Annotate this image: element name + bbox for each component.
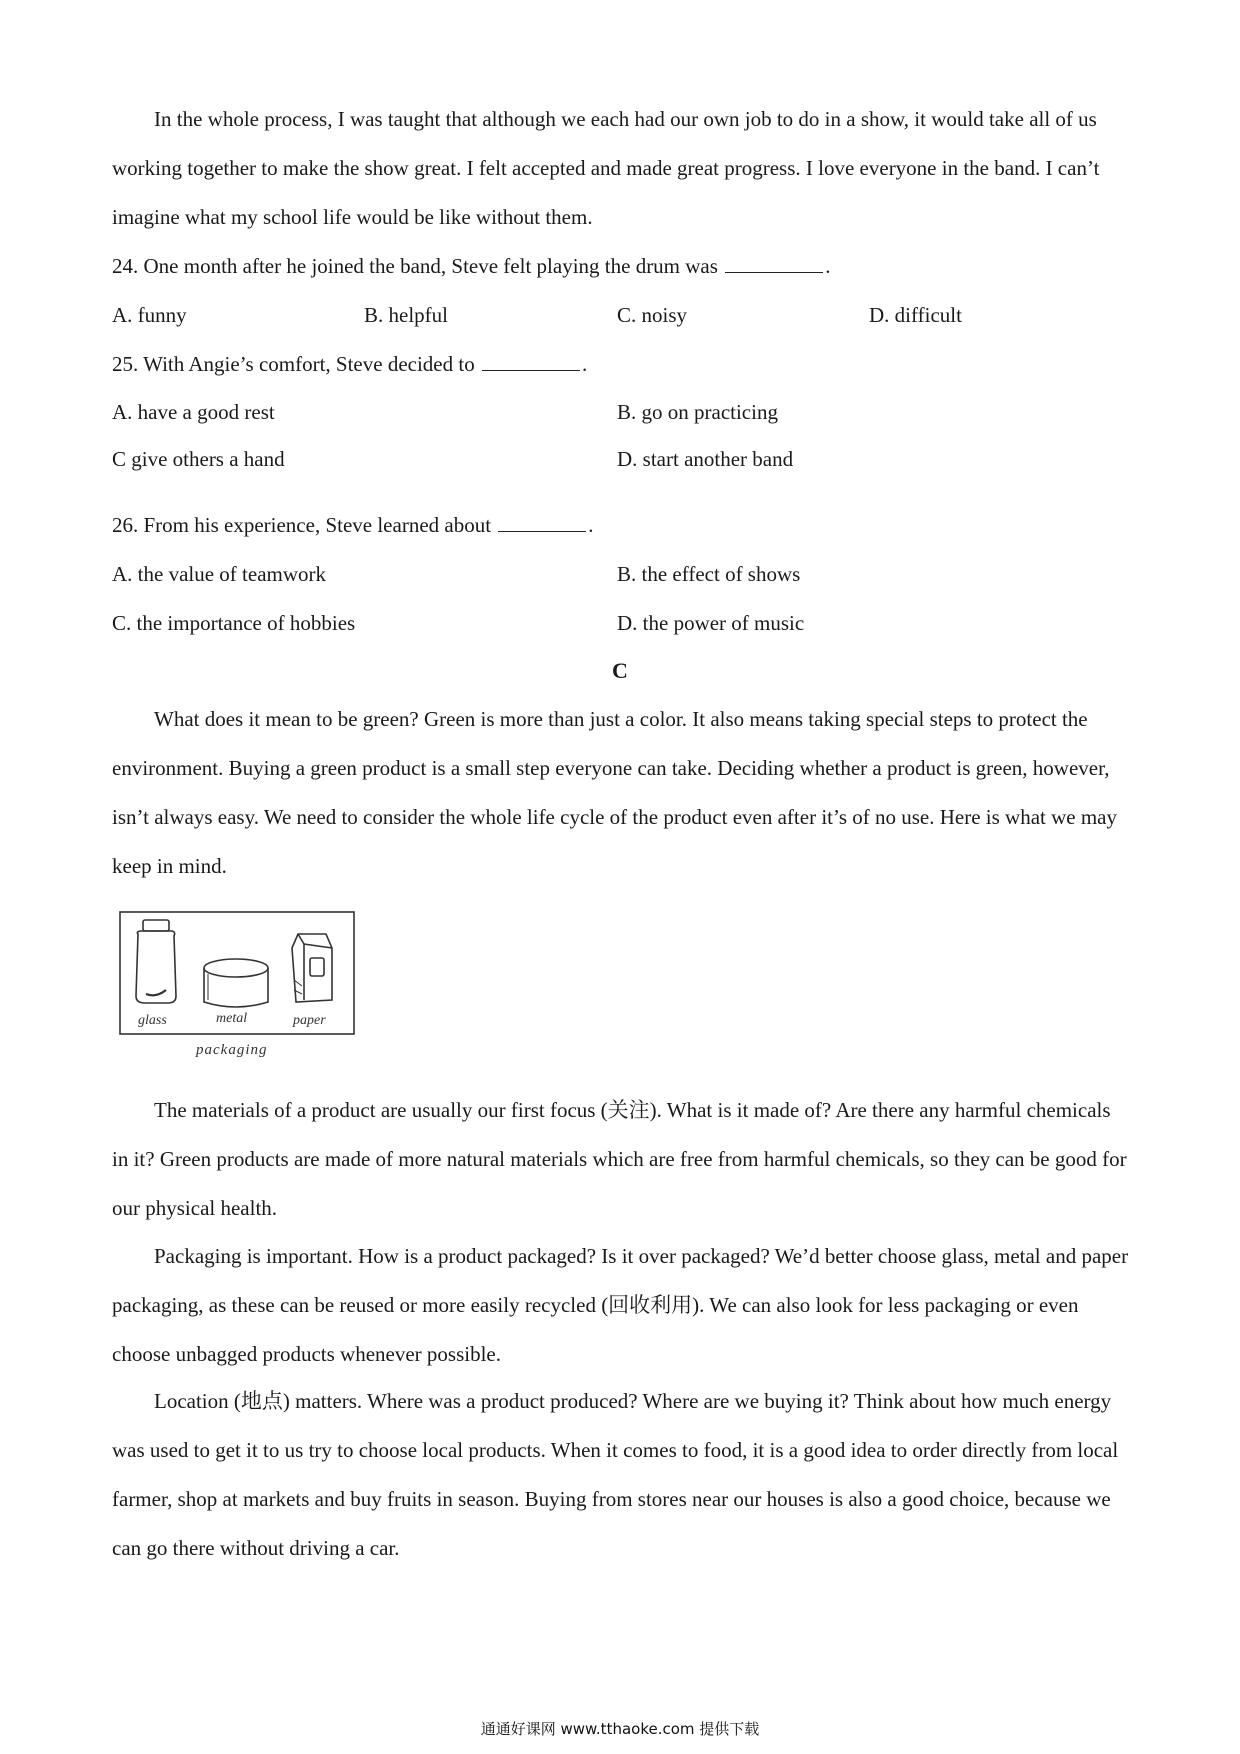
paragraph-text: The materials of a product are usually our first focus (关注). What is it made of? Are there any harmful chemicals in it? Green products are made of more natural materials which are free from harmful chemicals, so they can be good for our physical health.: [112, 1098, 1127, 1220]
figure-label-metal: metal: [216, 1011, 248, 1026]
paragraph-text: What does it mean to be green? Green is more than just a color. It also means taking special steps to protect the environment. Buying a green product is a small step everyone can take. Deciding whether a product is green, however, isn’t always easy. We need to consider the whole life cycle of the product even after it’s of no use. Here is what we may keep in mind.: [112, 707, 1118, 878]
stem-end: .: [825, 254, 831, 278]
answer-blank: [498, 513, 586, 532]
option-c: C. noisy: [617, 303, 688, 327]
location-paragraph: [112, 1377, 1132, 1573]
option-b: B. the effect of shows: [617, 562, 801, 586]
option-c: C. the importance of hobbies: [112, 611, 356, 635]
intro-paragraph: [112, 695, 1132, 891]
answer-blank: [725, 254, 823, 273]
question-stem: 26. From his experience, Steve learned about: [112, 513, 497, 537]
option-b: B. helpful: [364, 303, 448, 327]
packaging-paragraph: [112, 1232, 1132, 1379]
option-d: D. difficult: [869, 303, 962, 327]
answer-blank: [482, 352, 580, 371]
option-c: C give others a hand: [112, 447, 285, 471]
question-stem: 25. With Angie’s comfort, Steve decided to: [112, 352, 480, 376]
materials-paragraph: [112, 1086, 1132, 1233]
footer-text: 通通好课网 www.tthaoke.com 提供下载: [480, 1720, 760, 1738]
stem-end: .: [588, 513, 594, 537]
option-b: B. go on practicing: [617, 400, 778, 424]
option-d: D. the power of music: [617, 611, 805, 635]
passage-paragraph: [112, 95, 1132, 242]
option-a: A. have a good rest: [112, 400, 275, 424]
figure-label-glass: glass: [138, 1013, 167, 1028]
option-d: D. start another band: [617, 447, 794, 471]
stem-end: .: [581, 352, 588, 376]
paragraph-text: Location (地点) matters. Where was a product produced? Where are we buying it? Think about how much energy was used to get it to us try to choose local products. When it comes to food, it is a good idea to order directly from local farmer, shop at markets and buy fruits in season. Buying from stores near our houses is also a good choice, because we can go there without driving a car.: [112, 1389, 1119, 1560]
option-a: A. the value of teamwork: [112, 562, 327, 586]
question-26: [112, 511, 594, 539]
packaging-figure: [118, 910, 356, 1036]
paragraph-text: Packaging is important. How is a product packaged? Is it over packaged? We’d better choose glass, metal and paper packaging, as these can be reused or more easily recycled (回收利用). We can also look for less packaging or even choose unbagged products whenever possible.: [112, 1244, 1129, 1366]
paragraph-text: In the whole process, I was taught that although we each had our own job to do in a show, it would take all of us working together to make the show great. I felt accepted and made great progress. I love everyone in the band. I can’t imagine what my school life would be like without them.: [112, 107, 1100, 229]
packaging-illustration: [118, 910, 356, 1036]
question-stem: 24. One month after he joined the band, Steve felt playing the drum was: [112, 254, 724, 278]
figure-caption: packaging: [196, 1042, 268, 1058]
section-heading: C: [612, 658, 628, 683]
question-24: [112, 252, 830, 280]
option-a: A. funny: [112, 303, 187, 327]
question-25: [112, 350, 587, 378]
figure-label-paper: paper: [293, 1013, 326, 1028]
